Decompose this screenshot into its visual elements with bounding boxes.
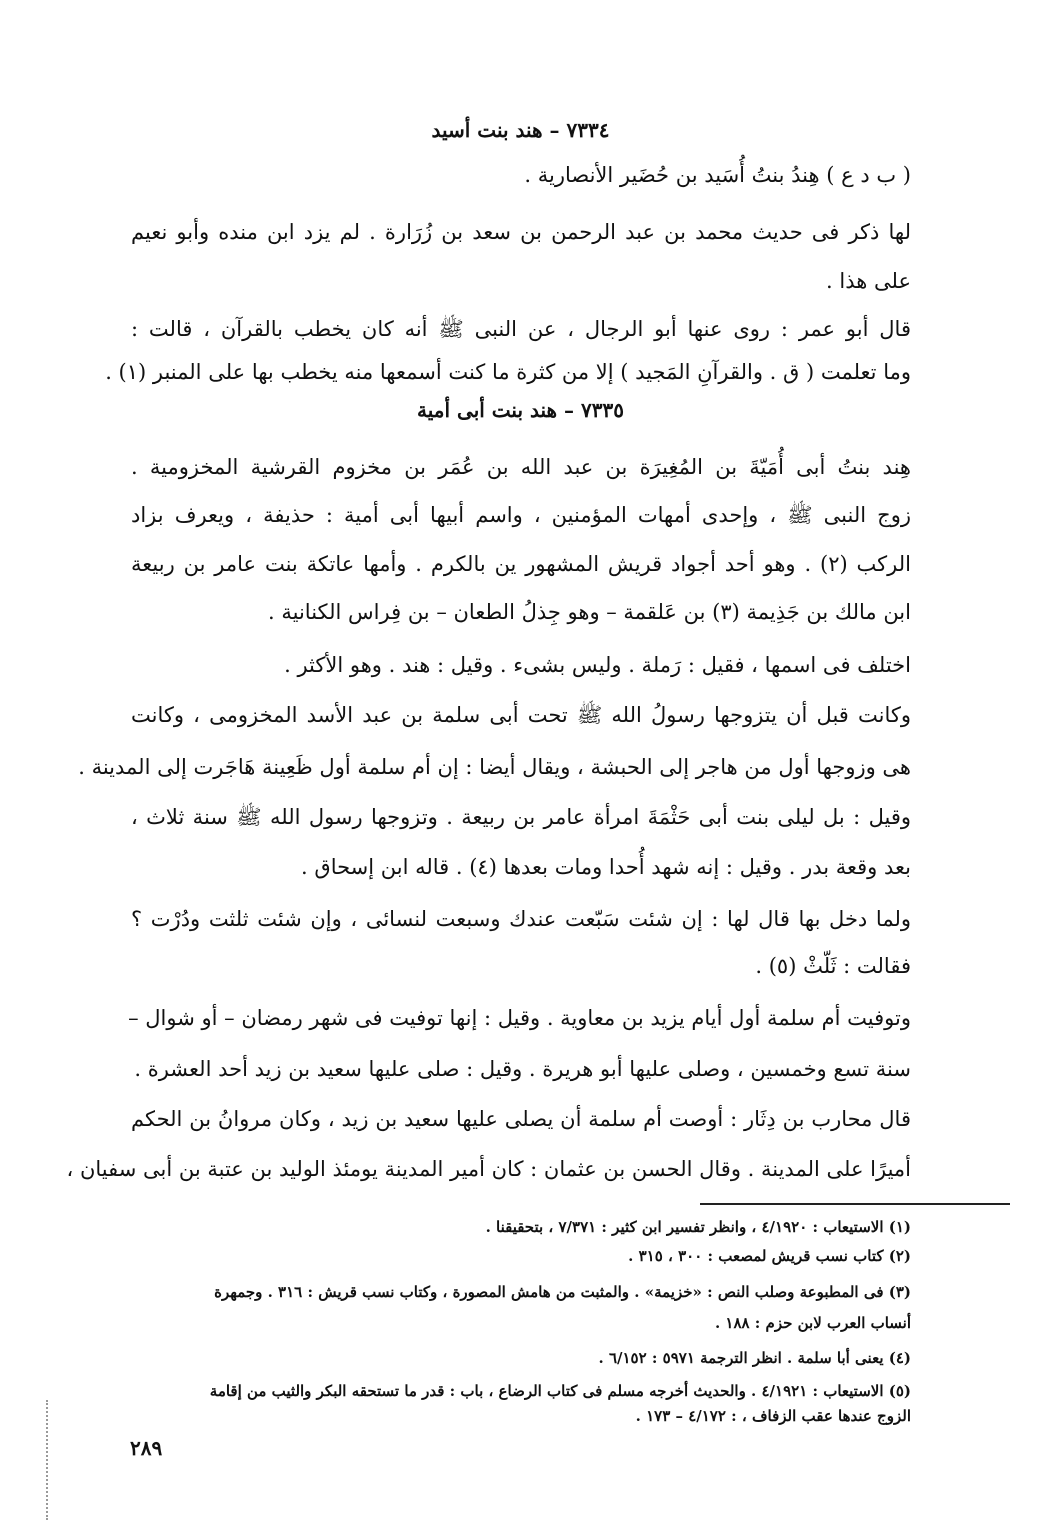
entry-7334-line-3: على هذا . [826, 269, 911, 293]
footnote-2: (٢) كتاب نسب قريش لمصعب : ٣٠٠ ، ٣١٥ . [628, 1247, 911, 1265]
entry-7335-line-6: وكانت قبل أن يتزوجها رسولُ الله ﷺ تحت أبى سلمة بن عبد الأسد المخزومى ، وكانت [131, 703, 911, 727]
entry-7335-line-10: ولما دخل بها قال لها : إن شئت سَبّعت عندك وسبعت لنسائى ، وإن شئت ثلثت ودُرْت ؟ [131, 907, 911, 931]
footnote-1: (١) الاستيعاب : ٤/١٩٢٠ ، وانظر تفسير ابن كثير : ٧/٣٧١ ، بتحقيقنا . [485, 1218, 911, 1236]
entry-7335-line-13: سنة تسع وخمسين ، وصلى عليها أبو هريرة . وقيل : صلى عليها سعيد بن زيد أحد العشرة . [134, 1057, 911, 1081]
footnote-4: (٤) يعنى أبا سلمة . انظر الترجمة ٥٩٧١ : ٦/١٥٢ . [598, 1349, 911, 1367]
scan-margin-dots [46, 1400, 51, 1520]
entry-7335-line-11: فقالت : ثَلّثْ (٥) . [755, 954, 911, 978]
entry-7335-line-12: وتوفيت أم سلمة أول أيام يزيد بن معاوية . وقيل : إنها توفيت فى شهر رمضان – أو شوال – [128, 1006, 911, 1030]
footnote-separator [700, 1203, 1010, 1205]
entry-7335-line-3: الركب (٢) . وهو أحد أجواد قريش المشهور ين بالكرم . وأمها عاتكة بنت عامر بن ربيعة [131, 552, 911, 576]
entry-7335-line-7: هى وزوجها أول من هاجر إلى الحبشة ، ويقال أيضا : إن أم سلمة أول ظَعِينة هَاجَرت إلى المدينة . [78, 755, 911, 779]
footnote-3: (٣) فى المطبوعة وصلب النص : «خزيمة» . والمثبت من هامش المصورة ، وكتاب نسب قريش : ٣١٦ . وجمهرة [214, 1283, 911, 1301]
entry-7334-line-2: لها ذكر فى حديث محمد بن عبد الرحمن بن سعد بن زُرَارة . لم يزد ابن منده وأبو نعيم [131, 220, 911, 244]
entry-7335-line-2: زوج النبى ﷺ ، وإحدى أمهات المؤمنين ، واسم أبيها أبى أمية : حذيفة ، ويعرف بزاد [131, 503, 911, 527]
page-number: ٢٨٩ [130, 1436, 163, 1460]
entry-7335-line-1: هِند بنتُ أبى أُمَيّةَ بن المُغِيرَة بن عبد الله بن عُمَر بن مخزوم القرشية المخزومية . [131, 455, 911, 479]
entry-7335-line-4: ابن مالك بن جَذِيمة (٣) بن عَلقمة – وهو جِذلُ الطعان – بن فِراس الكنانية . [268, 600, 911, 624]
entry-7334-line-1: ( ب د ع ) هِندُ بنتُ أُسَيد بن حُضَير الأنصارية . [524, 163, 911, 187]
entry-7334-line-4: قال أبو عمر : روى عنها أبو الرجال ، عن النبى ﷺ أنه كان يخطب بالقرآن ، قالت : [131, 317, 911, 341]
entry-7335-line-14: قال محارب بن دِثَار : أوصت أم سلمة أن يصلى عليها سعيد بن زيد ، وكان مروانُ بن الحكم [131, 1107, 911, 1131]
footnote-3-continued: أنساب العرب لابن حزم : ١٨٨ . [714, 1314, 911, 1332]
entry-heading-7334: ٧٣٣٤ – هند بنت أسيد [431, 118, 610, 142]
entry-7335-line-5: اختلف فى اسمها ، فقيل : رَملة . وليس بشىء . وقيل : هند . وهو الأكثر . [284, 653, 911, 677]
entry-7335-line-8: وقيل : بل ليلى بنت أبى حَثْمَةَ امرأة عامر بن ربيعة . وتزوجها رسول الله ﷺ سنة ثلاث ، [131, 805, 911, 829]
entry-7335-line-9: بعد وقعة بدر . وقيل : إنه شهد أُحدا ومات بعدها (٤) . قاله ابن إسحاق . [301, 855, 911, 879]
entry-heading-7335: ٧٣٣٥ – هند بنت أبى أمية [417, 398, 624, 422]
footnote-5-continued: الزوج عندها عقب الزفاف ، : ٤/١٧٢ – ١٧٣ . [635, 1407, 911, 1425]
entry-7334-line-5: وما تعلمت ( ق . والقرآنِ المَجيد ) إلا من كثرة ما كنت أسمعها منه يخطب بها على المنبر (١) . [105, 360, 911, 384]
footnote-5: (٥) الاستيعاب : ٤/١٩٢١ . والحديث أخرجه مسلم فى كتاب الرضاع ، باب : قدر ما تستحقه البكر والثيب من إقامة [209, 1382, 911, 1400]
entry-7335-line-15: أميرًا على المدينة . وقال الحسن بن عثمان : كان أمير المدينة يومئذ الوليد بن عتبة بن أبى سفيان ، [66, 1157, 911, 1181]
